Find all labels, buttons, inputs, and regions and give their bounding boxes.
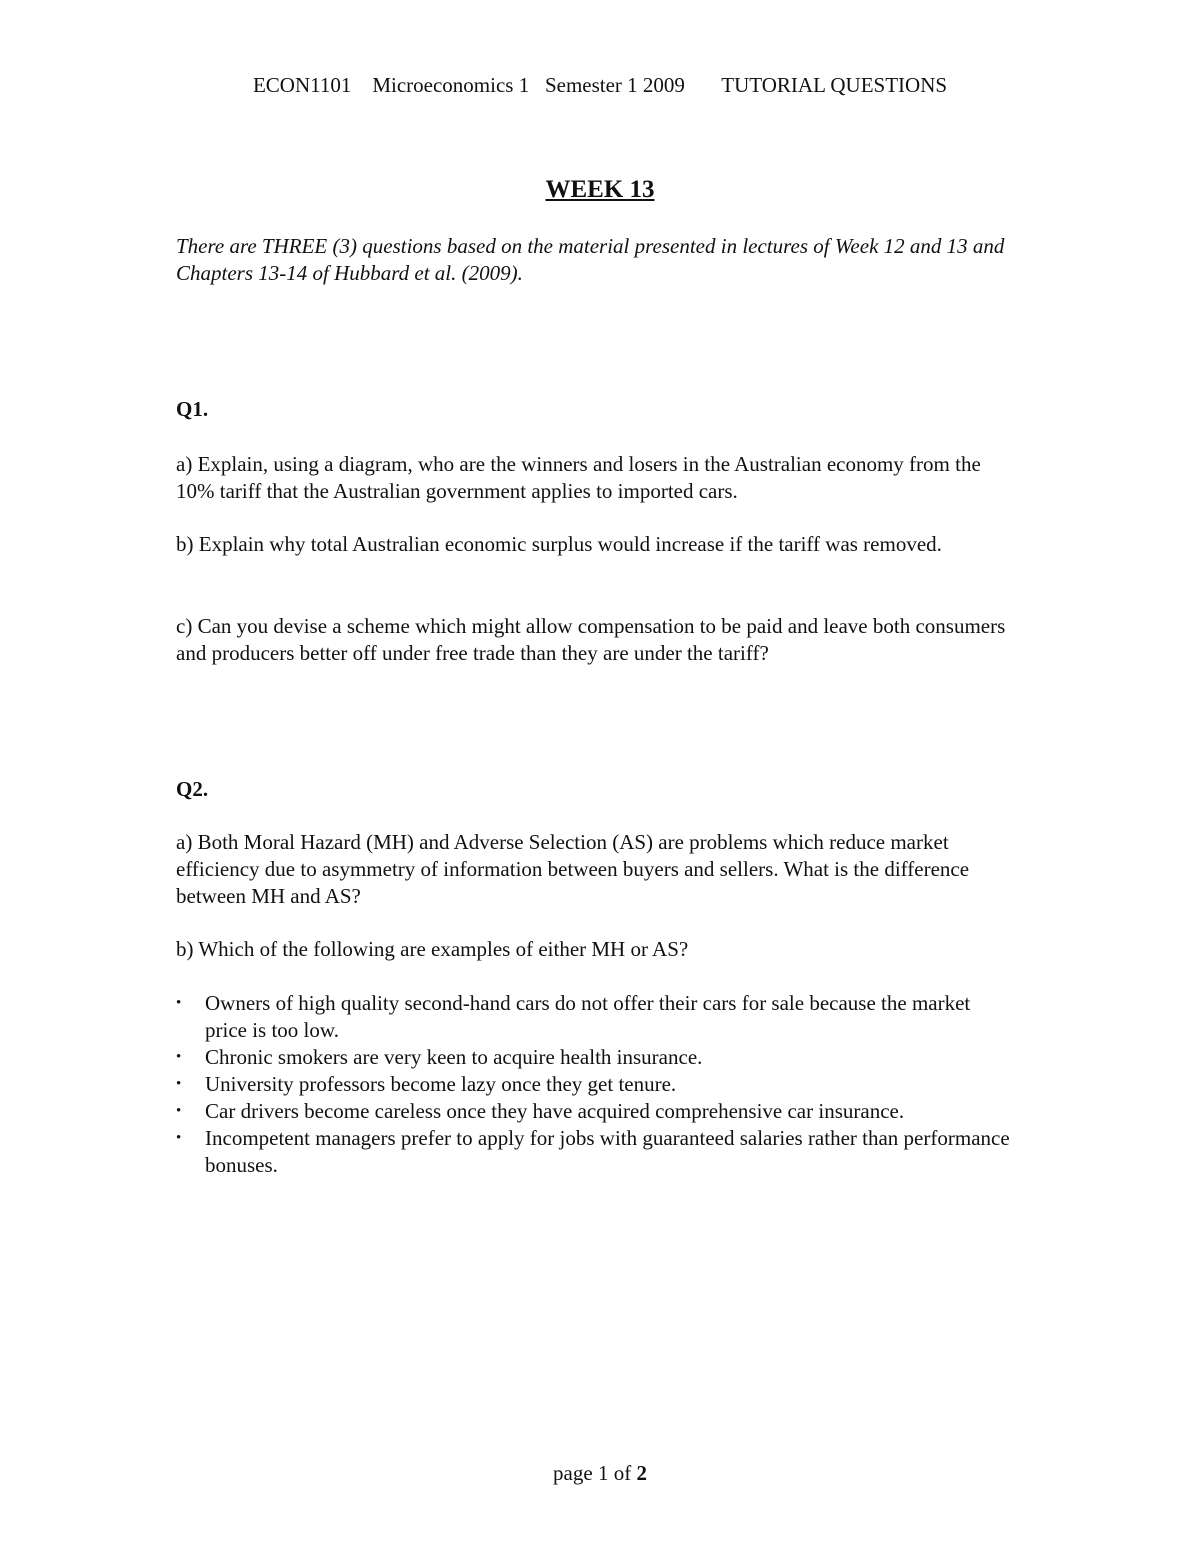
page-footer	[0, 1460, 1200, 1487]
bullet-icon: •	[176, 1076, 182, 1092]
examples-list	[176, 990, 1016, 1179]
list-item	[176, 1125, 1016, 1179]
q2-part-b: b) Which of the following are examples of either MH or AS?	[176, 937, 689, 961]
q1-heading: Q1.	[176, 397, 209, 421]
intro-text: There are THREE (3) questions based on the material presented in lectures of Week 12 and 13 and Chapters 13-14 of Hubbard et al. (2009).	[176, 234, 1005, 285]
page-header: ECON1101 Microeconomics 1 Semester 1 2009 TUTORIAL QUESTIONS	[252, 73, 948, 97]
list-item	[176, 990, 1016, 1044]
q1-part-a: a) Explain, using a diagram, who are the winners and losers in the Australian economy from the 10% tariff that the Australian government applies to imported cars.	[176, 452, 981, 503]
list-item	[176, 1044, 1016, 1071]
list-item-text: Chronic smokers are very keen to acquire health insurance.	[205, 1045, 703, 1069]
q1-part-b: b) Explain why total Australian economic surplus would increase if the tariff was removed.	[176, 532, 942, 556]
bullet-icon: •	[176, 1103, 182, 1119]
q2-heading: Q2.	[176, 777, 209, 801]
list-item-text: Owners of high quality second-hand cars do not offer their cars for sale because the market price is too low.	[205, 991, 971, 1042]
bullet-icon: •	[176, 995, 182, 1011]
list-item	[176, 1071, 1016, 1098]
list-item-text: Incompetent managers prefer to apply for jobs with guaranteed salaries rather than performance bonuses.	[205, 1126, 1010, 1177]
list-item-text: University professors become lazy once they get tenure.	[205, 1072, 677, 1096]
page-number-prefix: page 1 of	[553, 1461, 637, 1485]
bullet-icon: •	[176, 1049, 182, 1065]
list-item	[176, 1098, 1016, 1125]
list-item-text: Car drivers become careless once they have acquired comprehensive car insurance.	[205, 1099, 905, 1123]
q2-part-a: a) Both Moral Hazard (MH) and Adverse Selection (AS) are problems which reduce market efficiency due to asymmetry of information between buyers and sellers. What is the difference between MH and AS?	[176, 830, 970, 908]
q1-part-c: c) Can you devise a scheme which might allow compensation to be paid and leave both consumers and producers better off under free trade than they are under the tariff?	[176, 614, 1006, 665]
bullet-icon: •	[176, 1130, 182, 1146]
page-total: 2	[636, 1461, 647, 1485]
page-title: WEEK 13	[545, 176, 655, 203]
